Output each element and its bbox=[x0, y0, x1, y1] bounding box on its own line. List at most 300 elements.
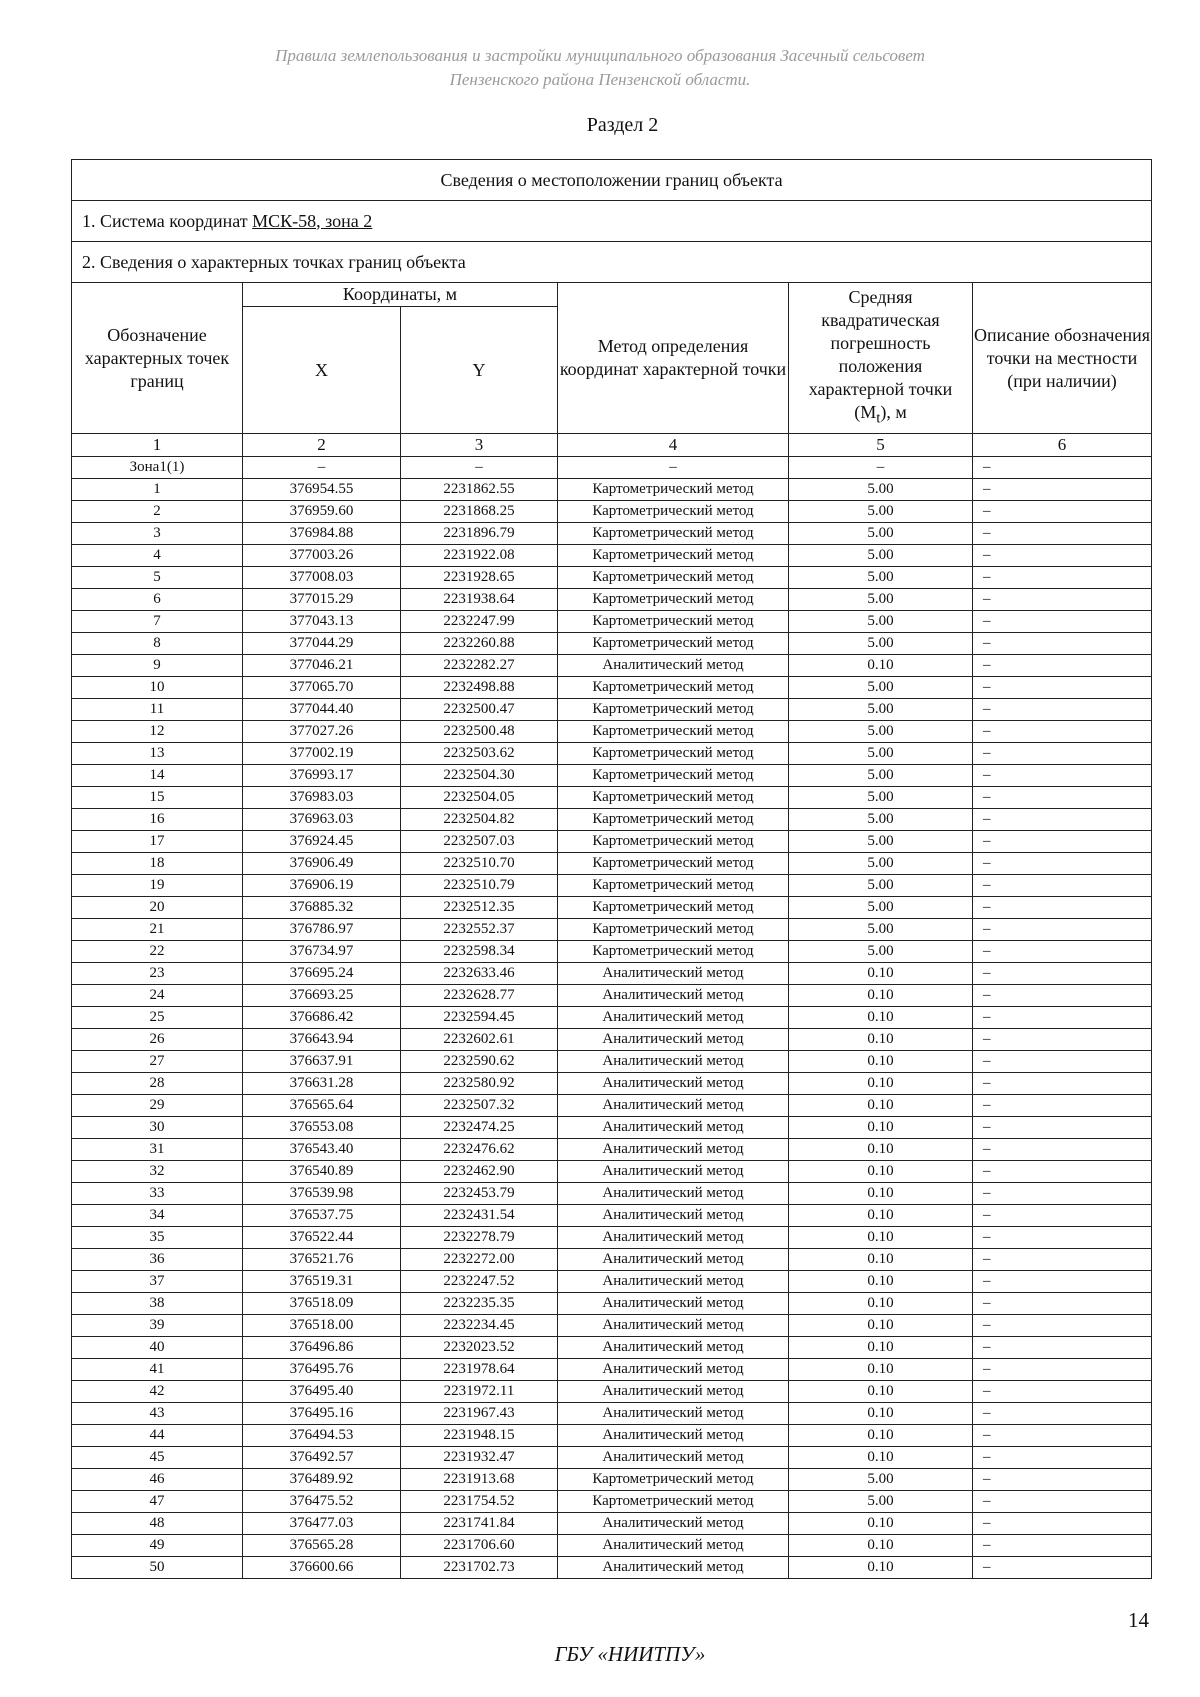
point-number: 49 bbox=[72, 1535, 243, 1557]
point-x: 376631.28 bbox=[243, 1073, 401, 1095]
point-number: 34 bbox=[72, 1205, 243, 1227]
table-row bbox=[72, 985, 1152, 1007]
point-number: 10 bbox=[72, 677, 243, 699]
point-y: 2231928.65 bbox=[401, 567, 558, 589]
point-number: 47 bbox=[72, 1491, 243, 1513]
point-number: 50 bbox=[72, 1557, 243, 1579]
footer-organization: ГБУ «НИИТПУ» bbox=[554, 1642, 706, 1666]
point-method: Аналитический метод bbox=[558, 655, 789, 677]
table-row bbox=[72, 479, 1152, 501]
point-x: 376959.60 bbox=[243, 501, 401, 523]
point-method: Аналитический метод bbox=[558, 1403, 789, 1425]
point-y: 2232504.05 bbox=[401, 787, 558, 809]
point-description: – bbox=[973, 567, 1152, 589]
point-method: Картометрический метод bbox=[558, 501, 789, 523]
point-x: 376477.03 bbox=[243, 1513, 401, 1535]
point-error: 0.10 bbox=[789, 1227, 973, 1249]
table-row bbox=[72, 655, 1152, 677]
point-error: 0.10 bbox=[789, 1117, 973, 1139]
point-x: 377003.26 bbox=[243, 545, 401, 567]
point-y: 2231922.08 bbox=[401, 545, 558, 567]
point-x: 376553.08 bbox=[243, 1117, 401, 1139]
point-x: 376543.40 bbox=[243, 1139, 401, 1161]
point-number: 19 bbox=[72, 875, 243, 897]
point-method: Аналитический метод bbox=[558, 1271, 789, 1293]
col-header-x: X bbox=[243, 307, 401, 434]
point-method: Картометрический метод bbox=[558, 721, 789, 743]
point-y: 2231702.73 bbox=[401, 1557, 558, 1579]
zone-row bbox=[72, 457, 1152, 479]
table-row bbox=[72, 677, 1152, 699]
point-error: 5.00 bbox=[789, 545, 973, 567]
point-method: Аналитический метод bbox=[558, 1513, 789, 1535]
point-error: 0.10 bbox=[789, 1403, 973, 1425]
point-number: 18 bbox=[72, 853, 243, 875]
point-description: – bbox=[973, 1447, 1152, 1469]
point-number: 46 bbox=[72, 1469, 243, 1491]
point-error: 5.00 bbox=[789, 853, 973, 875]
point-number: 37 bbox=[72, 1271, 243, 1293]
table-row bbox=[72, 1469, 1152, 1491]
zone-cell: – bbox=[558, 457, 789, 479]
point-method: Аналитический метод bbox=[558, 1161, 789, 1183]
column-number: 2 bbox=[243, 434, 401, 457]
zone-cell: – bbox=[973, 457, 1152, 479]
running-header-line1: Правила землепользования и застройки муниципального образования Засечный сельсовет bbox=[275, 46, 925, 65]
point-description: – bbox=[973, 721, 1152, 743]
point-y: 2231741.84 bbox=[401, 1513, 558, 1535]
point-description: – bbox=[973, 1425, 1152, 1447]
point-x: 376489.92 bbox=[243, 1469, 401, 1491]
point-error: 5.00 bbox=[789, 809, 973, 831]
point-y: 2232476.62 bbox=[401, 1139, 558, 1161]
point-description: – bbox=[973, 1007, 1152, 1029]
col-header-coordinates: Координаты, м bbox=[243, 283, 558, 307]
point-y: 2232282.27 bbox=[401, 655, 558, 677]
point-method: Картометрический метод bbox=[558, 941, 789, 963]
point-x: 376600.66 bbox=[243, 1557, 401, 1579]
point-number: 8 bbox=[72, 633, 243, 655]
point-error: 0.10 bbox=[789, 1425, 973, 1447]
point-description: – bbox=[973, 501, 1152, 523]
point-error: 5.00 bbox=[789, 765, 973, 787]
table-row bbox=[72, 1293, 1152, 1315]
col-header-designation: Обозначение характерных точек границ bbox=[72, 283, 243, 434]
table-row bbox=[72, 1095, 1152, 1117]
point-x: 376518.00 bbox=[243, 1315, 401, 1337]
point-y: 2231948.15 bbox=[401, 1425, 558, 1447]
point-description: – bbox=[973, 897, 1152, 919]
point-error: 0.10 bbox=[789, 1557, 973, 1579]
point-y: 2231706.60 bbox=[401, 1535, 558, 1557]
table-row bbox=[72, 1557, 1152, 1579]
point-description: – bbox=[973, 1315, 1152, 1337]
table-row bbox=[72, 787, 1152, 809]
point-method: Картометрический метод bbox=[558, 897, 789, 919]
point-method: Аналитический метод bbox=[558, 1117, 789, 1139]
point-number: 36 bbox=[72, 1249, 243, 1271]
table-row bbox=[72, 1007, 1152, 1029]
point-description: – bbox=[973, 589, 1152, 611]
table-row bbox=[72, 1205, 1152, 1227]
boundary-points-table bbox=[71, 159, 1152, 1579]
point-x: 376885.32 bbox=[243, 897, 401, 919]
col-header-method: Метод определения координат характерной точки bbox=[558, 283, 789, 434]
point-number: 24 bbox=[72, 985, 243, 1007]
point-y: 2232498.88 bbox=[401, 677, 558, 699]
table-row bbox=[72, 1227, 1152, 1249]
point-error: 0.10 bbox=[789, 655, 973, 677]
point-error: 0.10 bbox=[789, 985, 973, 1007]
col-header-error-subscript: t bbox=[876, 410, 881, 427]
table-row bbox=[72, 633, 1152, 655]
point-number: 6 bbox=[72, 589, 243, 611]
point-description: – bbox=[973, 919, 1152, 941]
point-method: Картометрический метод bbox=[558, 589, 789, 611]
point-number: 2 bbox=[72, 501, 243, 523]
point-description: – bbox=[973, 1535, 1152, 1557]
point-description: – bbox=[973, 787, 1152, 809]
point-error: 5.00 bbox=[789, 897, 973, 919]
point-y: 2231938.64 bbox=[401, 589, 558, 611]
point-description: – bbox=[973, 743, 1152, 765]
point-x: 376521.76 bbox=[243, 1249, 401, 1271]
point-number: 26 bbox=[72, 1029, 243, 1051]
point-method: Картометрический метод bbox=[558, 479, 789, 501]
point-method: Картометрический метод bbox=[558, 567, 789, 589]
point-description: – bbox=[973, 1381, 1152, 1403]
table-row bbox=[72, 831, 1152, 853]
point-y: 2232602.61 bbox=[401, 1029, 558, 1051]
point-x: 376539.98 bbox=[243, 1183, 401, 1205]
table-row bbox=[72, 1271, 1152, 1293]
point-x: 376786.97 bbox=[243, 919, 401, 941]
point-error: 0.10 bbox=[789, 1513, 973, 1535]
point-number: 28 bbox=[72, 1073, 243, 1095]
point-y: 2232507.03 bbox=[401, 831, 558, 853]
table-row bbox=[72, 611, 1152, 633]
table-row bbox=[72, 1535, 1152, 1557]
point-error: 5.00 bbox=[789, 677, 973, 699]
point-description: – bbox=[973, 1337, 1152, 1359]
point-x: 376906.49 bbox=[243, 853, 401, 875]
point-number: 40 bbox=[72, 1337, 243, 1359]
point-method: Аналитический метод bbox=[558, 1535, 789, 1557]
point-x: 376522.44 bbox=[243, 1227, 401, 1249]
point-number: 42 bbox=[72, 1381, 243, 1403]
point-error: 0.10 bbox=[789, 1249, 973, 1271]
point-x: 376984.88 bbox=[243, 523, 401, 545]
point-error: 5.00 bbox=[789, 1469, 973, 1491]
table-row bbox=[72, 1337, 1152, 1359]
point-error: 0.10 bbox=[789, 1359, 973, 1381]
point-description: – bbox=[973, 677, 1152, 699]
point-error: 5.00 bbox=[789, 1491, 973, 1513]
point-number: 9 bbox=[72, 655, 243, 677]
point-description: – bbox=[973, 1029, 1152, 1051]
table-row bbox=[72, 897, 1152, 919]
point-number: 31 bbox=[72, 1139, 243, 1161]
point-x: 376686.42 bbox=[243, 1007, 401, 1029]
point-method: Аналитический метод bbox=[558, 1447, 789, 1469]
point-y: 2232598.34 bbox=[401, 941, 558, 963]
point-x: 376494.53 bbox=[243, 1425, 401, 1447]
zone-cell: – bbox=[401, 457, 558, 479]
point-number: 14 bbox=[72, 765, 243, 787]
point-y: 2232247.52 bbox=[401, 1271, 558, 1293]
point-description: – bbox=[973, 1095, 1152, 1117]
table-row bbox=[72, 1161, 1152, 1183]
page-number: 14 bbox=[1128, 1608, 1149, 1632]
table-row bbox=[72, 1381, 1152, 1403]
point-x: 376518.09 bbox=[243, 1293, 401, 1315]
point-x: 376993.17 bbox=[243, 765, 401, 787]
running-header bbox=[0, 44, 1200, 92]
point-y: 2232023.52 bbox=[401, 1337, 558, 1359]
point-description: – bbox=[973, 831, 1152, 853]
point-description: – bbox=[973, 1183, 1152, 1205]
point-description: – bbox=[973, 1073, 1152, 1095]
point-number: 4 bbox=[72, 545, 243, 567]
col-header-error bbox=[789, 283, 973, 434]
table-row bbox=[72, 1491, 1152, 1513]
point-method: Аналитический метод bbox=[558, 1007, 789, 1029]
table-row bbox=[72, 699, 1152, 721]
table-row bbox=[72, 1117, 1152, 1139]
point-y: 2232510.70 bbox=[401, 853, 558, 875]
point-method: Аналитический метод bbox=[558, 985, 789, 1007]
point-error: 5.00 bbox=[789, 479, 973, 501]
point-x: 376537.75 bbox=[243, 1205, 401, 1227]
point-description: – bbox=[973, 1271, 1152, 1293]
point-x: 377027.26 bbox=[243, 721, 401, 743]
point-y: 2232628.77 bbox=[401, 985, 558, 1007]
point-number: 35 bbox=[72, 1227, 243, 1249]
point-y: 2232474.25 bbox=[401, 1117, 558, 1139]
table-row bbox=[72, 1425, 1152, 1447]
table-row bbox=[72, 919, 1152, 941]
point-method: Картометрический метод bbox=[558, 677, 789, 699]
point-error: 0.10 bbox=[789, 1183, 973, 1205]
point-x: 376475.52 bbox=[243, 1491, 401, 1513]
point-number: 43 bbox=[72, 1403, 243, 1425]
point-error: 5.00 bbox=[789, 787, 973, 809]
zone-label: Зона1(1) bbox=[72, 457, 243, 479]
point-method: Аналитический метод bbox=[558, 1293, 789, 1315]
point-y: 2231932.47 bbox=[401, 1447, 558, 1469]
table-row bbox=[72, 589, 1152, 611]
point-number: 15 bbox=[72, 787, 243, 809]
point-number: 17 bbox=[72, 831, 243, 853]
point-description: – bbox=[973, 809, 1152, 831]
point-error: 5.00 bbox=[789, 743, 973, 765]
table-row bbox=[72, 853, 1152, 875]
point-error: 5.00 bbox=[789, 567, 973, 589]
point-number: 33 bbox=[72, 1183, 243, 1205]
point-x: 376954.55 bbox=[243, 479, 401, 501]
point-y: 2232510.79 bbox=[401, 875, 558, 897]
table-row bbox=[72, 1183, 1152, 1205]
point-y: 2232500.47 bbox=[401, 699, 558, 721]
point-x: 376924.45 bbox=[243, 831, 401, 853]
point-method: Аналитический метод bbox=[558, 1029, 789, 1051]
point-error: 0.10 bbox=[789, 1315, 973, 1337]
point-method: Аналитический метод bbox=[558, 1425, 789, 1447]
point-error: 5.00 bbox=[789, 501, 973, 523]
point-error: 0.10 bbox=[789, 1095, 973, 1117]
table-row bbox=[72, 963, 1152, 985]
point-error: 0.10 bbox=[789, 1381, 973, 1403]
coord-system-label: 1. Система координат bbox=[82, 210, 253, 231]
point-error: 5.00 bbox=[789, 919, 973, 941]
table-row bbox=[72, 1315, 1152, 1337]
point-y: 2232507.32 bbox=[401, 1095, 558, 1117]
point-error: 0.10 bbox=[789, 1447, 973, 1469]
point-y: 2231967.43 bbox=[401, 1403, 558, 1425]
point-y: 2232234.45 bbox=[401, 1315, 558, 1337]
point-x: 376643.94 bbox=[243, 1029, 401, 1051]
point-description: – bbox=[973, 1051, 1152, 1073]
column-number: 6 bbox=[973, 434, 1152, 457]
point-error: 5.00 bbox=[789, 589, 973, 611]
point-y: 2232278.79 bbox=[401, 1227, 558, 1249]
point-method: Аналитический метод bbox=[558, 1337, 789, 1359]
table-row bbox=[72, 1359, 1152, 1381]
point-method: Картометрический метод bbox=[558, 809, 789, 831]
point-x: 377043.13 bbox=[243, 611, 401, 633]
point-y: 2231862.55 bbox=[401, 479, 558, 501]
point-description: – bbox=[973, 611, 1152, 633]
point-x: 376906.19 bbox=[243, 875, 401, 897]
point-number: 29 bbox=[72, 1095, 243, 1117]
point-number: 20 bbox=[72, 897, 243, 919]
point-number: 32 bbox=[72, 1161, 243, 1183]
point-y: 2232260.88 bbox=[401, 633, 558, 655]
point-number: 23 bbox=[72, 963, 243, 985]
point-description: – bbox=[973, 523, 1152, 545]
point-method: Аналитический метод bbox=[558, 1315, 789, 1337]
point-description: – bbox=[973, 1117, 1152, 1139]
point-description: – bbox=[973, 1469, 1152, 1491]
point-method: Картометрический метод bbox=[558, 787, 789, 809]
point-description: – bbox=[973, 1359, 1152, 1381]
point-number: 7 bbox=[72, 611, 243, 633]
point-description: – bbox=[973, 1139, 1152, 1161]
point-number: 44 bbox=[72, 1425, 243, 1447]
point-error: 5.00 bbox=[789, 941, 973, 963]
table-row bbox=[72, 545, 1152, 567]
point-error: 0.10 bbox=[789, 963, 973, 985]
point-number: 12 bbox=[72, 721, 243, 743]
point-error: 0.10 bbox=[789, 1029, 973, 1051]
point-method: Аналитический метод bbox=[558, 1095, 789, 1117]
point-y: 2232504.30 bbox=[401, 765, 558, 787]
table-row bbox=[72, 1513, 1152, 1535]
point-x: 376495.76 bbox=[243, 1359, 401, 1381]
table-row bbox=[72, 1073, 1152, 1095]
table-row bbox=[72, 1051, 1152, 1073]
point-x: 376565.64 bbox=[243, 1095, 401, 1117]
point-error: 5.00 bbox=[789, 875, 973, 897]
point-number: 48 bbox=[72, 1513, 243, 1535]
point-method: Аналитический метод bbox=[558, 1073, 789, 1095]
point-error: 0.10 bbox=[789, 1293, 973, 1315]
point-description: – bbox=[973, 1227, 1152, 1249]
point-error: 0.10 bbox=[789, 1337, 973, 1359]
point-y: 2232504.82 bbox=[401, 809, 558, 831]
point-number: 22 bbox=[72, 941, 243, 963]
point-x: 376496.86 bbox=[243, 1337, 401, 1359]
point-number: 11 bbox=[72, 699, 243, 721]
column-number: 1 bbox=[72, 434, 243, 457]
point-x: 377008.03 bbox=[243, 567, 401, 589]
table-row bbox=[72, 941, 1152, 963]
point-x: 377046.21 bbox=[243, 655, 401, 677]
point-error: 5.00 bbox=[789, 523, 973, 545]
point-error: 0.10 bbox=[789, 1205, 973, 1227]
col-header-error-unit: ), м bbox=[880, 401, 907, 422]
point-method: Картометрический метод bbox=[558, 545, 789, 567]
point-method: Аналитический метод bbox=[558, 1381, 789, 1403]
point-number: 38 bbox=[72, 1293, 243, 1315]
point-x: 376495.16 bbox=[243, 1403, 401, 1425]
point-error: 5.00 bbox=[789, 721, 973, 743]
point-x: 377015.29 bbox=[243, 589, 401, 611]
point-number: 45 bbox=[72, 1447, 243, 1469]
point-y: 2231868.25 bbox=[401, 501, 558, 523]
point-description: – bbox=[973, 765, 1152, 787]
point-x: 376565.28 bbox=[243, 1535, 401, 1557]
point-description: – bbox=[973, 1513, 1152, 1535]
point-error: 0.10 bbox=[789, 1535, 973, 1557]
point-method: Аналитический метод bbox=[558, 1557, 789, 1579]
col-header-y: Y bbox=[401, 307, 558, 434]
point-x: 376963.03 bbox=[243, 809, 401, 831]
point-description: – bbox=[973, 1161, 1152, 1183]
point-x: 376693.25 bbox=[243, 985, 401, 1007]
point-x: 376637.91 bbox=[243, 1051, 401, 1073]
point-x: 376695.24 bbox=[243, 963, 401, 985]
point-description: – bbox=[973, 963, 1152, 985]
point-number: 39 bbox=[72, 1315, 243, 1337]
point-y: 2232272.00 bbox=[401, 1249, 558, 1271]
point-x: 376540.89 bbox=[243, 1161, 401, 1183]
table-row bbox=[72, 1447, 1152, 1469]
point-y: 2232462.90 bbox=[401, 1161, 558, 1183]
point-description: – bbox=[973, 1557, 1152, 1579]
running-header-line2: Пензенского района Пензенской области. bbox=[449, 70, 751, 89]
point-description: – bbox=[973, 1293, 1152, 1315]
point-description: – bbox=[973, 875, 1152, 897]
points-heading: 2. Сведения о характерных точках границ объекта bbox=[72, 242, 1152, 283]
column-number: 4 bbox=[558, 434, 789, 457]
coord-system-value: МСК-58, зона 2 bbox=[252, 210, 373, 231]
point-x: 376734.97 bbox=[243, 941, 401, 963]
point-error: 5.00 bbox=[789, 831, 973, 853]
point-number: 21 bbox=[72, 919, 243, 941]
point-y: 2232431.54 bbox=[401, 1205, 558, 1227]
point-method: Аналитический метод bbox=[558, 1183, 789, 1205]
point-description: – bbox=[973, 1249, 1152, 1271]
point-number: 41 bbox=[72, 1359, 243, 1381]
table-row bbox=[72, 1249, 1152, 1271]
table-row bbox=[72, 1029, 1152, 1051]
point-y: 2231978.64 bbox=[401, 1359, 558, 1381]
table-row bbox=[72, 523, 1152, 545]
point-x: 376492.57 bbox=[243, 1447, 401, 1469]
point-y: 2232453.79 bbox=[401, 1183, 558, 1205]
point-method: Аналитический метод bbox=[558, 963, 789, 985]
